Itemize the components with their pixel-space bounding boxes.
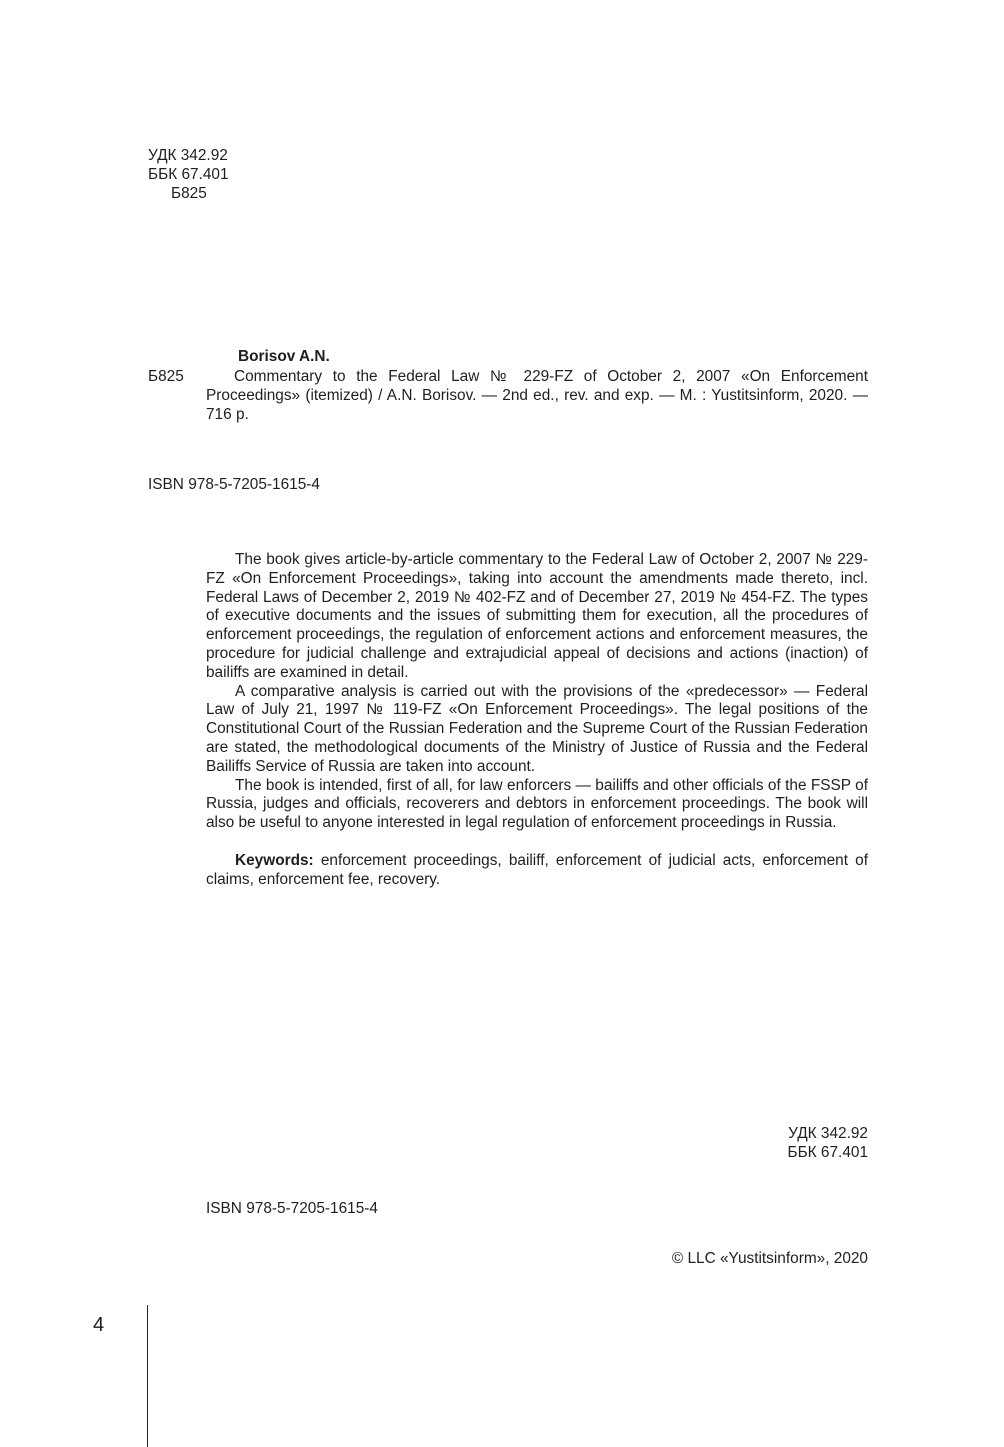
author-name: Borisov A.N.	[238, 348, 330, 365]
abstract	[206, 551, 868, 889]
abstract-paragraph-3: The book is intended, first of all, for law enforcers — bailiffs and other officials of the FSSP of Russia, judges and officials, recoverers and debtors in enforcement proceedings. The book will also be useful to anyone interested in legal regulation of enforcement proceedings in Russia.	[206, 776, 868, 832]
isbn-top: ISBN 978-5-7205-1615-4	[148, 476, 320, 493]
bbk-code-bottom: ББК 67.401	[787, 1143, 868, 1161]
page-number: 4	[93, 1314, 105, 1336]
cutter-code-side: Б825	[148, 368, 184, 385]
cutter-code: Б825	[171, 184, 207, 202]
classification-codes-bottom	[787, 1125, 868, 1163]
abstract-paragraph-2: A comparative analysis is carried out with the provisions of the «predecessor» — Federal Law of July 21, 1997 № 119-FZ «On Enforcement Proceedings». The legal positions of the Constitutional Court of the Russian Federation and the Supreme Court of the Russian Federation are stated, the methodological documents of the Ministry of Justice of Russia and the Federal Bailiffs Service of Russia are taken into account.	[206, 682, 868, 775]
classification-codes-top	[148, 147, 229, 203]
keywords-label: Keywords:	[235, 851, 314, 869]
udk-code-bottom: УДК 342.92	[788, 1125, 868, 1142]
udk-code: УДК 342.92	[148, 147, 228, 164]
abstract-paragraph-1: The book gives article-by-article commentary to the Federal Law of October 2, 2007 № 229-FZ «On Enforcement Proceedings», taking into account the amendments made thereto, incl. Federal Laws of December 2, 2019 № 402-FZ and of December 27, 2019 № 454-FZ. The types of executive documents and the issues of submitting them for execution, all the procedures of enforcement proceedings, the regulation of enforcement actions and enforcement measures, the procedure for judicial challenge and extrajudicial appeal of decisions and actions (inaction) of bailiffs are examined in detail.	[206, 551, 868, 681]
keywords-text: enforcement proceedings, bailiff, enforcement of judicial acts, enforcement of claims, enforcement fee, recovery.	[206, 851, 868, 888]
bibliographic-entry: Commentary to the Federal Law № 229-FZ of October 2, 2007 «On Enforcement Proceedings» (itemized) / A.N. Borisov. — 2nd ed., rev. and exp. — M. : Yustitsinform, 2020. — 716 p.	[206, 368, 868, 423]
isbn-bottom: ISBN 978-5-7205-1615-4	[206, 1200, 378, 1217]
margin-rule	[147, 1305, 148, 1447]
bbk-code: ББК 67.401	[148, 165, 229, 183]
copyright-notice: © LLC «Yustitsinform», 2020	[671, 1250, 868, 1267]
keywords	[206, 852, 868, 890]
